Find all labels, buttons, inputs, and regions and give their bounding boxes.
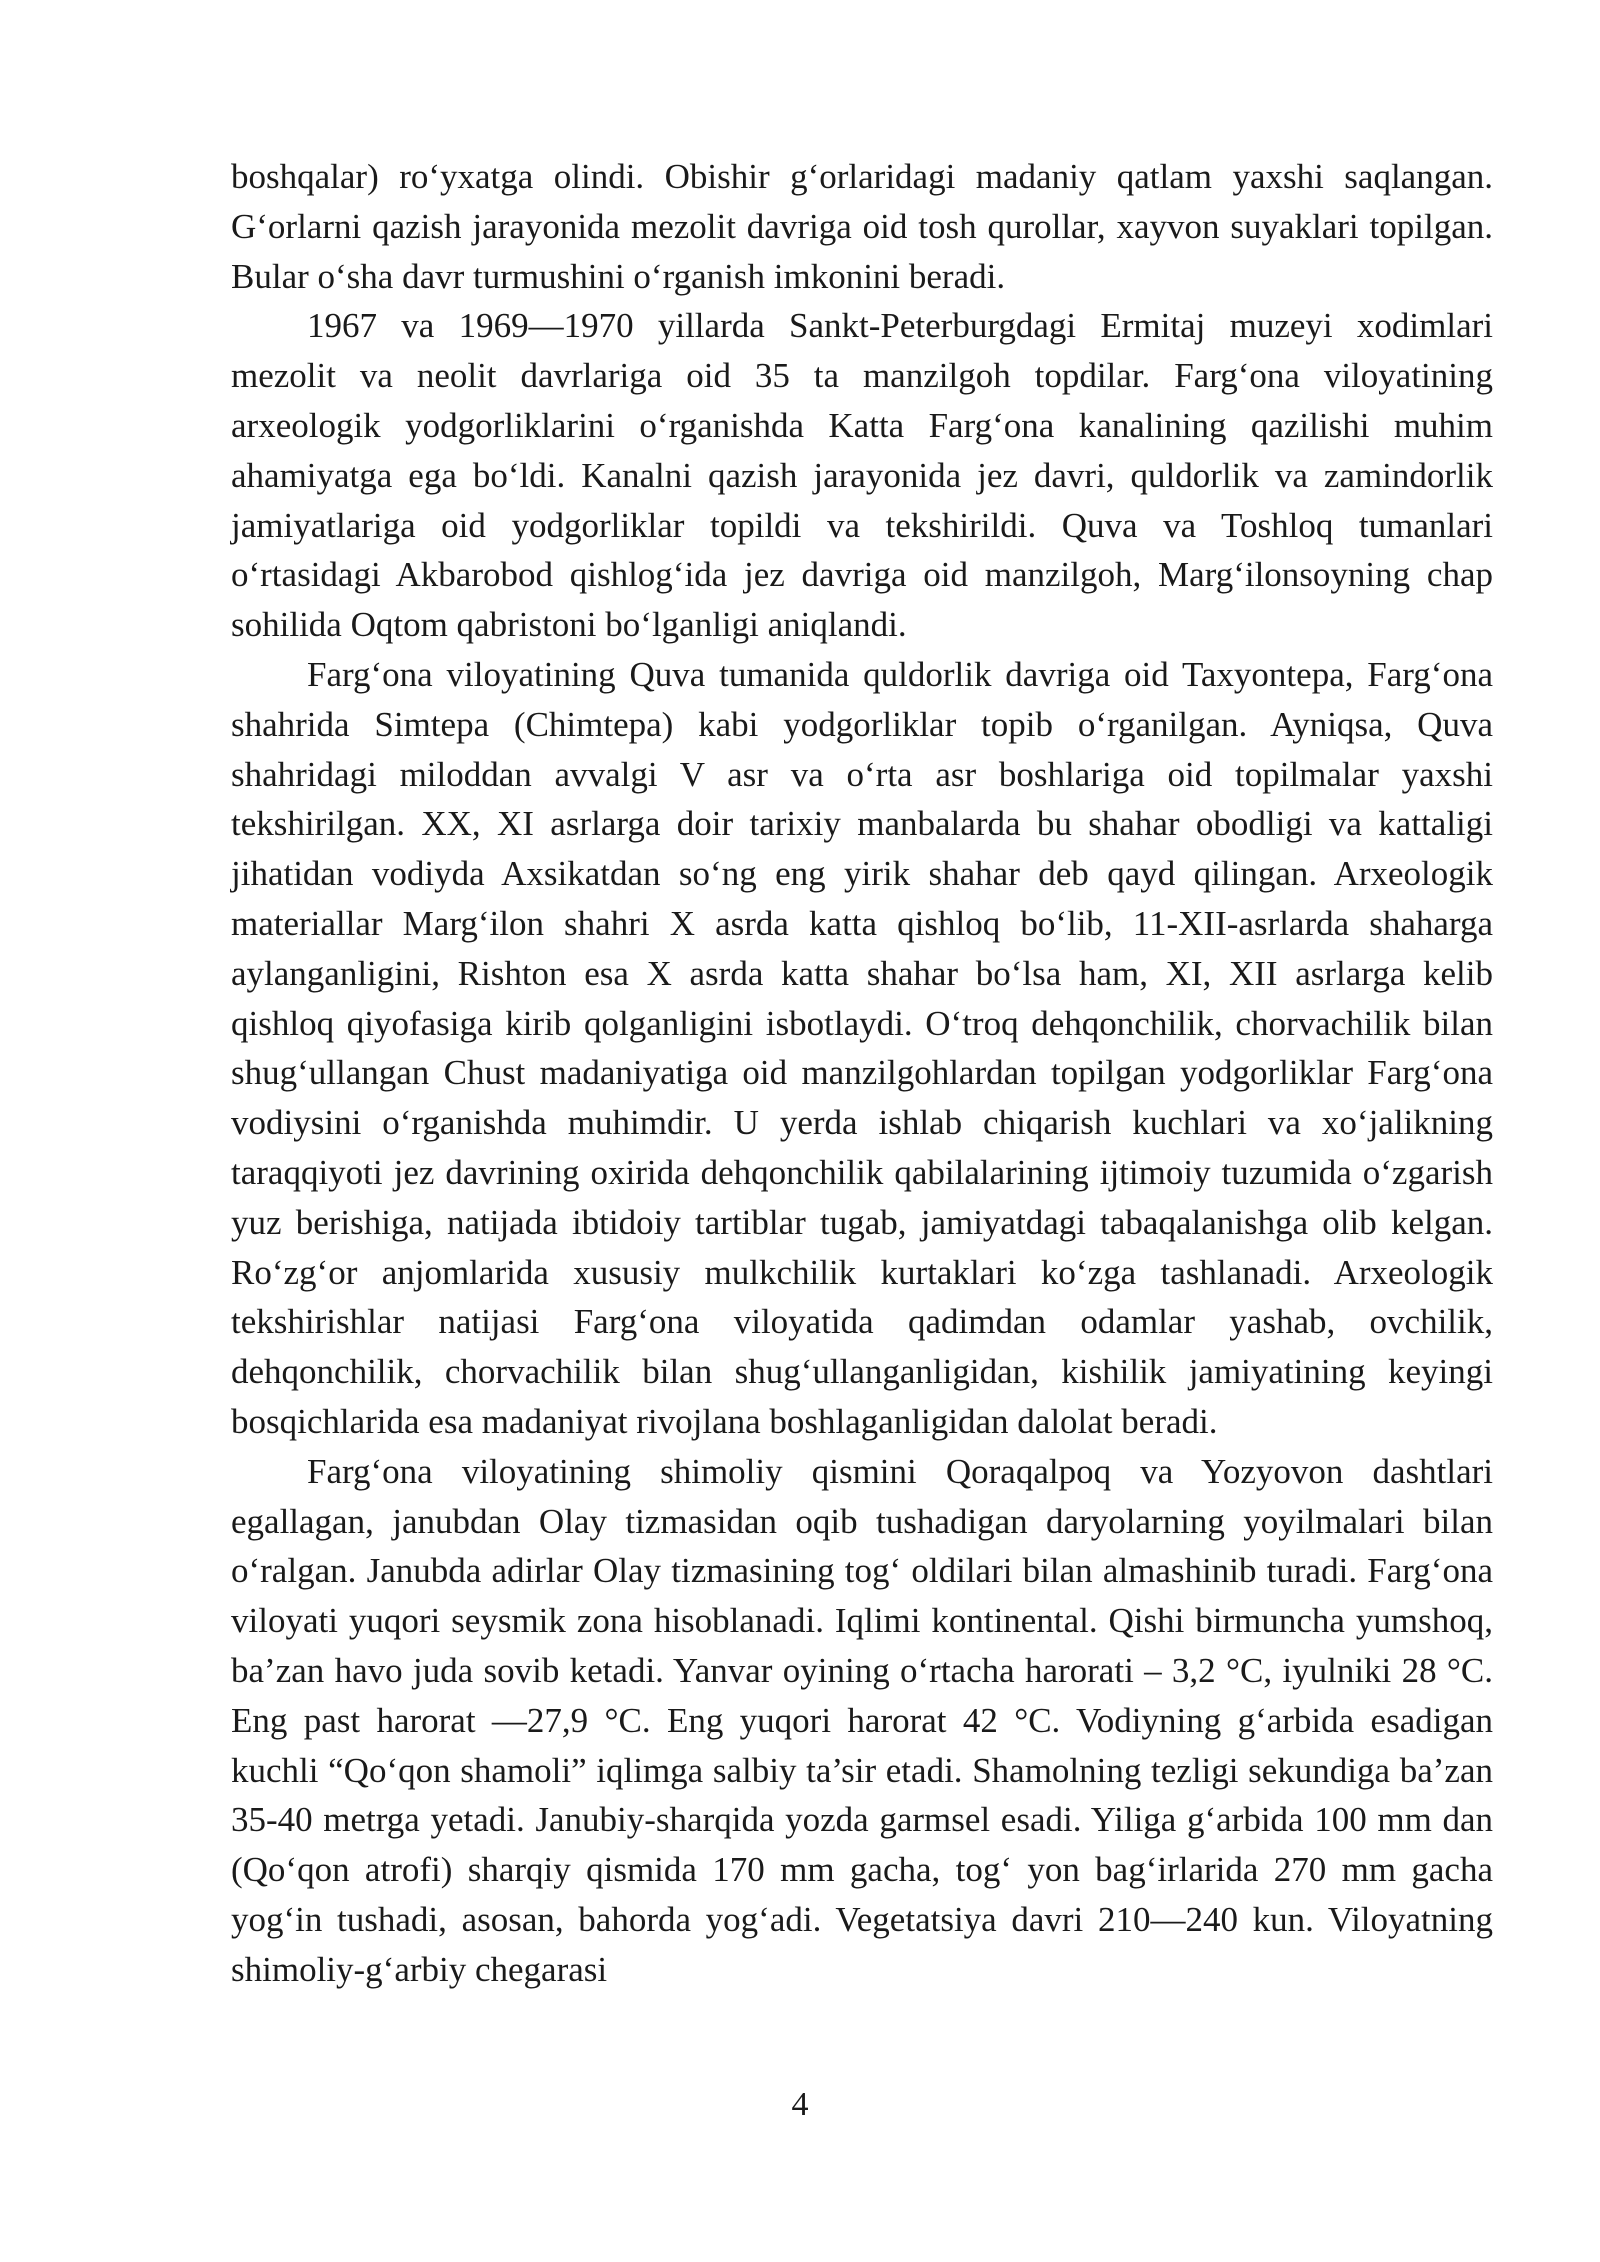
page-number: 4	[791, 2086, 809, 2123]
paragraph-continuation: boshqalar) ro‘yxatga olindi. Obishir g‘orlaridagi madaniy qatlam yaxshi saqlangan. G‘orlarni qazish jarayonida mezolit davriga oid tosh qurollar, xayvon suyaklari topilgan. Bular o‘sha davr turmushini o‘rganish imkonini beradi.	[231, 157, 1493, 296]
page-body	[231, 152, 1493, 1994]
paragraph-excavations: 1967 va 1969—1970 yillarda Sankt-Peterburgdagi Ermitaj muzeyi xodimlari mezolit va neolit davrlariga oid 35 ta manzilgoh topdilar. Farg‘ona viloyatining arxeologik yodgorliklarini o‘rganishda Katta Farg‘ona kanalining qazilishi muhim ahamiyatga ega bo‘ldi. Kanalni qazish jarayonida jez davri, quldorlik va zamindorlik jamiyatlariga oid yodgorliklar topildi va tekshirildi. Quva va Toshloq tumanlari o‘rtasidagi Akbarobod qishlog‘ida jez davriga oid manzilgoh, Marg‘ilonsoyning chap sohilida Oqtom qabristoni bo‘lganligi aniqlandi.	[231, 306, 1493, 645]
paragraph-geography: Farg‘ona viloyatining shimoliy qismini Qoraqalpoq va Yozyovon dashtlari egallagan, janubdan Olay tizmasidan oqib tushadigan daryolarning yoyilmalari bilan o‘ralgan. Janubda adirlar Olay tizmasining tog‘ oldilari bilan almashinib turadi. Farg‘ona viloyati yuqori seysmik zona hisoblanadi. Iqlimi kontinental. Qishi birmuncha yumshoq, ba’zan havo juda sovib ketadi. Yanvar oyining o‘rtacha harorati – 3,2 °C, iyulniki 28 °C. Eng past harorat —27,9 °C. Eng yuqori harorat 42 °C. Vodiyning g‘arbida esadigan kuchli “Qo‘qon shamoli” iqlimga salbiy ta’sir etadi. Shamolning tezligi sekundiga ba’zan 35-40 metrga yetadi. Janubiy-sharqida yozda garmsel esadi. Yiliga g‘arbida 100 mm dan (Qo‘qon atrofi) sharqiy qismida 170 mm gacha, tog‘ yon bag‘irlarida 270 mm gacha yog‘in tushadi, asosan, bahorda yog‘adi. Vegetatsiya davri 210—240 kun. Viloyatning shimoliy-g‘arbiy chegarasi	[231, 1451, 1493, 1989]
paragraph-archaeology: Farg‘ona viloyatining Quva tumanida quldorlik davriga oid Taxyontepa, Farg‘ona shahrida Simtepa (Chimtepa) kabi yodgorliklar topib o‘rganilgan. Ayniqsa, Quva shahridagi miloddan avvalgi V asr va o‘rta asr boshlariga oid topilmalar yaxshi tekshirilgan. XX, XI asrlarga doir tarixiy manbalarda bu shahar obodligi va kattaligi jihatidan vodiyda Axsikatdan so‘ng eng yirik shahar deb qayd qilingan. Arxeologik materiallar Marg‘ilon shahri X asrda katta qishloq bo‘lib, 11-XII-asrlarda shaharga aylanganligini, Rishton esa X asrda katta shahar bo‘lsa ham, XI, XII asrlarga kelib qishloq qiyofasiga kirib qolganligini isbotlaydi. O‘troq dehqonchilik, chorvachilik bilan shug‘ullangan Chust madaniyatiga oid manzilgohlardan topilgan yodgorliklar Farg‘ona vodiysini o‘rganishda muhimdir. U yerda ishlab chiqarish kuchlari va xo‘jalikning taraqqiyoti jez davrining oxirida dehqonchilik qabilalarining ijtimoiy tuzumida o‘zgarish yuz berishiga, natijada ibtidoiy tartiblar tugab, jamiyatdagi tabaqalanishga olib kelgan. Ro‘zg‘or anjomlarida xususiy mulkchilik kurtaklari ko‘zga tashlanadi. Arxeologik tekshirishlar natijasi Farg‘ona viloyatida qadimdan odamlar yashab, ovchilik, dehqonchilik, chorvachilik bilan shug‘ullanganligidan, kishilik jamiyatining keyingi bosqichlarida esa madaniyat rivojlana boshlaganligidan dalolat beradi.	[231, 654, 1493, 1441]
